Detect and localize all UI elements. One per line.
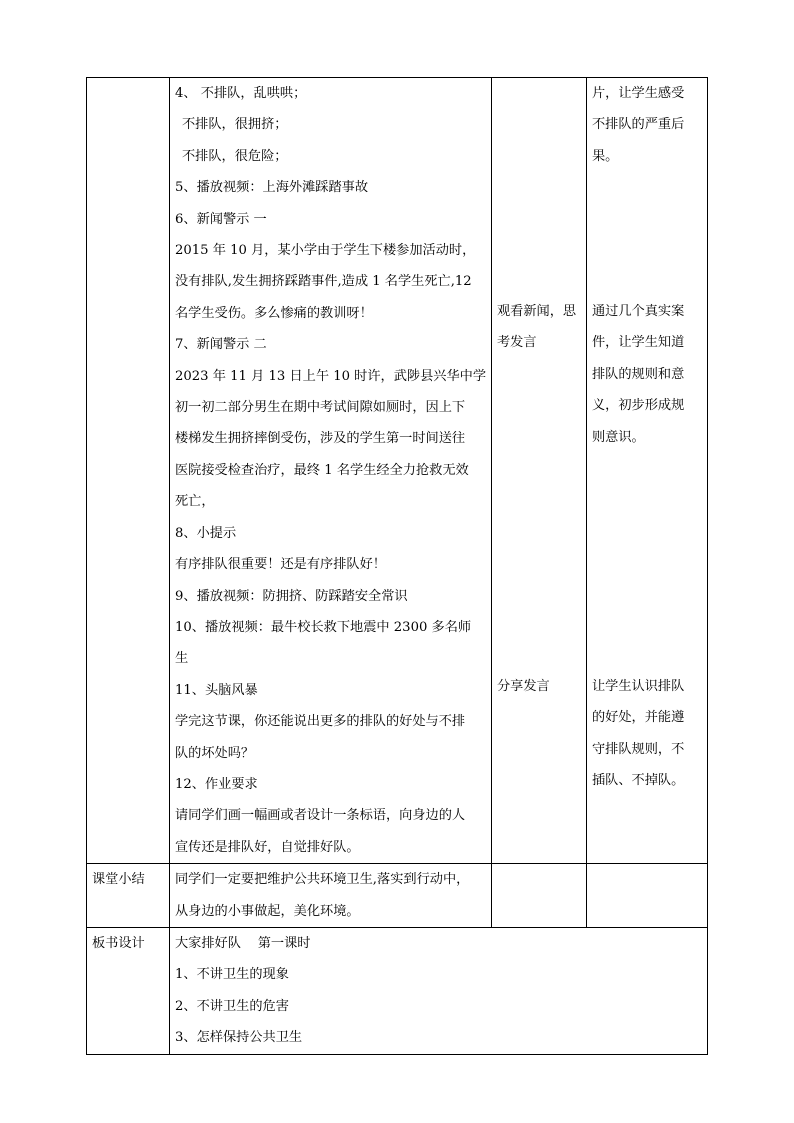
empty-cell: [492, 864, 587, 928]
intent-line: 插队、不掉队。: [592, 773, 685, 789]
design-intent-block: [592, 671, 707, 797]
activity-line: 分享发言: [497, 679, 550, 694]
class-summary-label: [87, 864, 170, 928]
intent-line: 不排队的严重后: [592, 117, 685, 133]
content-line: 5、播放视频：上海外滩踩踏事故: [175, 180, 369, 196]
content-line: 医院接受检查治疗，最终 1 名学生经全力抢救无效: [175, 462, 469, 478]
intent-line: 义，初步形成规: [592, 398, 685, 414]
intent-line: 的好处，并能遵: [592, 710, 685, 726]
blackboard-design-content: [170, 927, 708, 1054]
intent-line: 果。: [592, 148, 619, 164]
content-line: 生: [175, 651, 189, 667]
board-line: 2、不讲卫生的危害: [175, 998, 289, 1014]
content-line: 名学生受伤。多么惨痛的教训呀！: [175, 305, 373, 321]
content-line: 7、新闻警示 二: [175, 337, 267, 353]
content-line: 2015 年 10 月，某小学由于学生下楼参加活动时，: [175, 243, 476, 259]
row-label: 板书设计: [92, 935, 145, 951]
lesson-plan-table: [86, 77, 708, 1055]
student-activity-block: [497, 671, 586, 702]
content-line: 学完这节课，你还能说出更多的排队的好处与不排: [175, 714, 466, 730]
stage-label-cell: [87, 78, 170, 864]
intent-line: 让学生认识排队: [592, 679, 685, 694]
design-intent-block: [592, 78, 707, 172]
intent-line: 排队的规则和意: [592, 366, 685, 382]
intent-line: 件，让学生知道: [592, 335, 685, 351]
intent-line: 片，让学生感受: [592, 86, 685, 101]
board-line: 大家排好队 第一课时: [175, 935, 311, 951]
empty-cell: [587, 864, 708, 928]
intent-line: 则意识。: [592, 429, 645, 445]
content-line: 11、头脑风暴: [175, 682, 258, 698]
content-line: 请同学们画一幅画或者设计一条标语，向身边的人: [175, 808, 466, 824]
content-line: 4、 不排队，乱哄哄；: [175, 86, 307, 101]
blackboard-design-row: [87, 927, 708, 1054]
design-intent-block: [592, 296, 707, 453]
content-line: 宣传还是排队好，自觉排好队。: [175, 839, 360, 855]
content-line: 有序排队很重要！还是有序排队好！: [175, 557, 386, 573]
activity-line: 考发言: [497, 335, 537, 351]
intent-line: 通过几个真实案: [592, 304, 685, 319]
content-line: 没有排队,发生拥挤踩踏事件,造成 1 名学生死亡,12: [175, 274, 472, 290]
content-line: 楼梯发生拥挤摔倒受伤，涉及的学生第一时间送往: [175, 431, 466, 447]
content-line: 不排队，很危险；: [182, 148, 288, 164]
class-summary-row: [87, 864, 708, 928]
board-line: 1、不讲卫生的现象: [175, 967, 289, 983]
content-line: 不排队，很拥挤；: [182, 117, 288, 133]
board-line: 3、怎样保持公共卫生: [175, 1030, 303, 1046]
content-line: 9、播放视频：防拥挤、防踩踏安全常识: [175, 588, 408, 604]
content-line: 10、播放视频：最牛校长救下地震中 2300 多名师: [175, 619, 472, 635]
row-label: 课堂小结: [92, 872, 145, 888]
summary-line: 同学们一定要把维护公共环境卫生,落实到行动中，: [175, 872, 470, 888]
teaching-content-cell: [170, 78, 492, 864]
intent-line: 守排队规则，不: [592, 741, 685, 757]
content-line: 6、新闻警示 一: [175, 211, 267, 227]
activity-line: 观看新闻，思: [497, 304, 577, 319]
student-activity-block: [497, 296, 586, 359]
class-summary-content: [170, 864, 492, 928]
summary-line: 从身边的小事做起，美化环境。: [175, 903, 360, 919]
content-line: 死亡，: [175, 494, 215, 510]
content-line: 队的坏处吗？: [175, 745, 255, 761]
teaching-process-row: [87, 78, 708, 864]
student-activity-cell: [492, 78, 587, 864]
content-line: 12、作业要求: [175, 776, 258, 792]
content-line: 2023 年 11 月 13 日上午 10 时许，武陟县兴华中学: [175, 368, 487, 384]
content-line: 8、小提示: [175, 525, 237, 541]
blackboard-design-label: [87, 927, 170, 1054]
content-line: 初一初二部分男生在期中考试间隙如厕时，因上下: [175, 400, 466, 416]
design-intent-cell: [587, 78, 708, 864]
